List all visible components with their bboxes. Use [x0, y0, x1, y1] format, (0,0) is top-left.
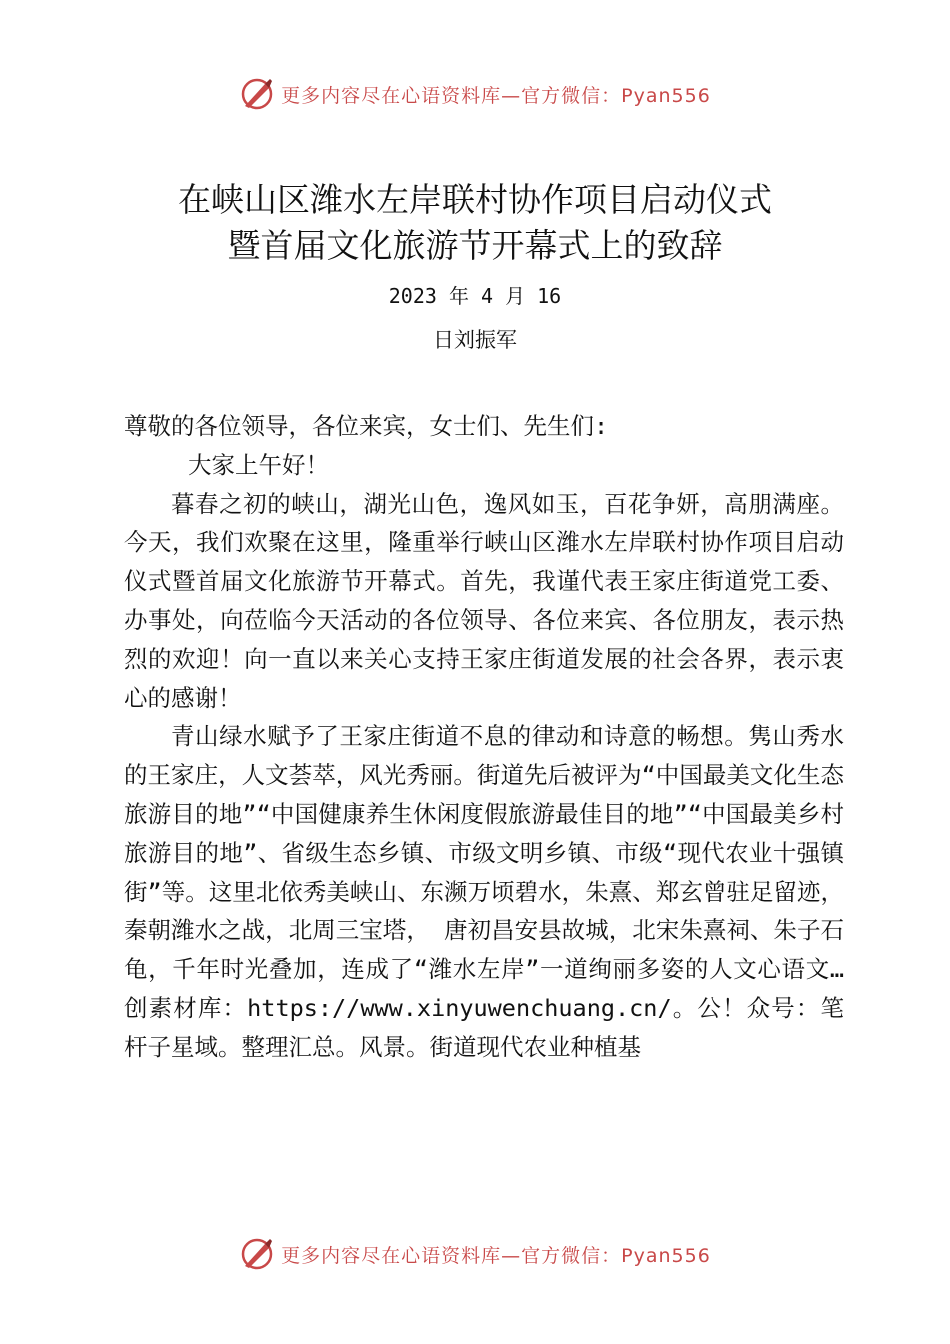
- document-date: 2023 年 4 月 16: [388, 284, 562, 308]
- document-title-line-1: 在峡山区潍水左岸联村协作项目启动仪式: [178, 180, 772, 219]
- body-paragraph: 青山绿水赋予了王家庄街道不息的律动和诗意的畅想。隽山秀水的王家庄，人文荟萃，风光秀丽。街道先后被评为“中国最美文化生态旅游目的地”“中国健康养生休闲度假旅游最佳目的地”“中国最美乡村旅游目的地”、省级生态乡镇、市级文明乡镇、市级“现代农业十强镇街”等。这里北依秀美峡山、东濒万顷碧水，朱熹、郑玄曾驻足留迹，秦朝潍水之战，北周三宝塔， 唐初昌安县故城，北宋朱熹祠、朱子石龟，千年时光叠加，连成了“潍水左岸”一道绚丽多姿的人文心语文…创素材库：https://www.xinyuwenchuang.cn/。公！众号：笔杆子星域。整理汇总。风景。街道现代农业种植基: [124, 722, 844, 1061]
- body-paragraph: 暮春之初的峡山，湖光山色，逸风如玉，百花争妍，高朋满座。今天，我们欢聚在这里，隆重举行峡山区潍水左岸联村协作项目启动仪式暨首届文化旅游节开幕式。首先，我谨代表王家庄街道党工委、办事处，向莅临今天活动的各位领导、各位来宾、各位朋友，表示热烈的欢迎！向一直以来关心支持王家庄街道发展的社会各界，表示衷心的感谢！: [124, 489, 844, 712]
- document-title-line-2: 暨首届文化旅游节开幕式上的致辞: [227, 226, 723, 265]
- pen-logo-icon: [239, 1236, 275, 1272]
- watermark-text: 更多内容尽在心语资料库—官方微信：Pyan556: [281, 84, 711, 107]
- watermark-footer: [0, 1236, 950, 1272]
- document-author: 日刘振军: [433, 328, 517, 352]
- pen-logo-icon: [239, 76, 275, 112]
- watermark-text: 更多内容尽在心语资料库—官方微信：Pyan556: [281, 1244, 711, 1267]
- salutation: 尊敬的各位领导，各位来宾，女士们、先生们:: [124, 412, 609, 440]
- document-body: [124, 407, 844, 1067]
- watermark-header: [0, 76, 950, 112]
- greeting: 大家上午好！: [188, 450, 329, 479]
